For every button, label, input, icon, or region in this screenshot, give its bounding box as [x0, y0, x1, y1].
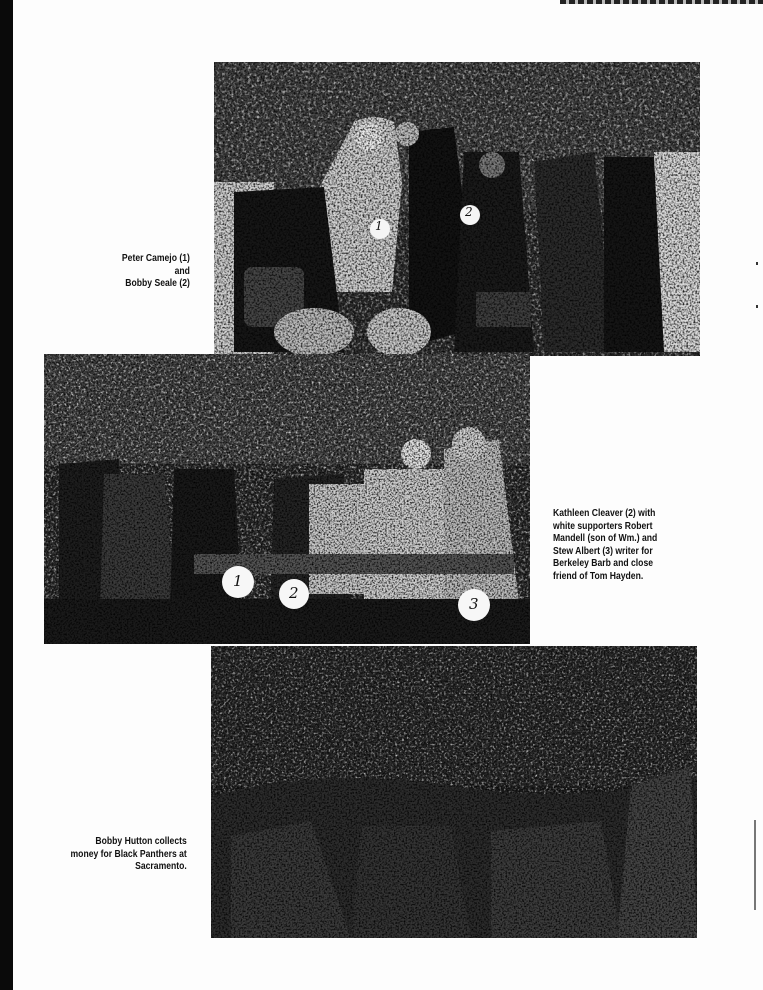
- caption-line: Berkeley Barb and close: [553, 557, 654, 569]
- caption-line: white supporters Robert: [553, 519, 653, 532]
- caption-line: Mandell (son of Wm.) and: [553, 532, 658, 544]
- caption-line: Stew Albert (3) writer for: [553, 544, 653, 557]
- caption-line: Bobby Hutton collects: [95, 835, 187, 847]
- scan-edge: [0, 0, 13, 990]
- photo-cleaver-supporters: [44, 354, 530, 644]
- caption-line: friend of Tom Hayden.: [553, 569, 644, 582]
- caption-line: Bobby Seale (2): [125, 277, 190, 289]
- caption-cleaver-supporters: [553, 507, 657, 582]
- photo-marker-3: 3: [469, 595, 479, 613]
- caption-bobby-hutton: [71, 835, 187, 873]
- scan-artifact: [754, 820, 756, 910]
- caption-line: Peter Camejo (1): [122, 252, 190, 264]
- caption-line: Kathleen Cleaver (2) with: [553, 507, 656, 519]
- photo-marker-1: 1: [375, 219, 383, 233]
- scan-artifact: [756, 262, 758, 265]
- photo-marker-1: 1: [233, 572, 243, 590]
- caption-camejo-seale: [122, 252, 190, 290]
- scan-edge-top: [560, 0, 763, 4]
- caption-line: and: [174, 264, 190, 277]
- photo-camejo-seale: [214, 62, 700, 356]
- photo-bobby-hutton: [211, 646, 697, 938]
- scan-artifact: [756, 305, 758, 308]
- caption-line: money for Black Panthers at: [70, 847, 187, 860]
- photo-marker-2: 2: [465, 205, 473, 219]
- photo-marker-2: 2: [289, 584, 299, 602]
- caption-line: Sacramento.: [135, 860, 187, 872]
